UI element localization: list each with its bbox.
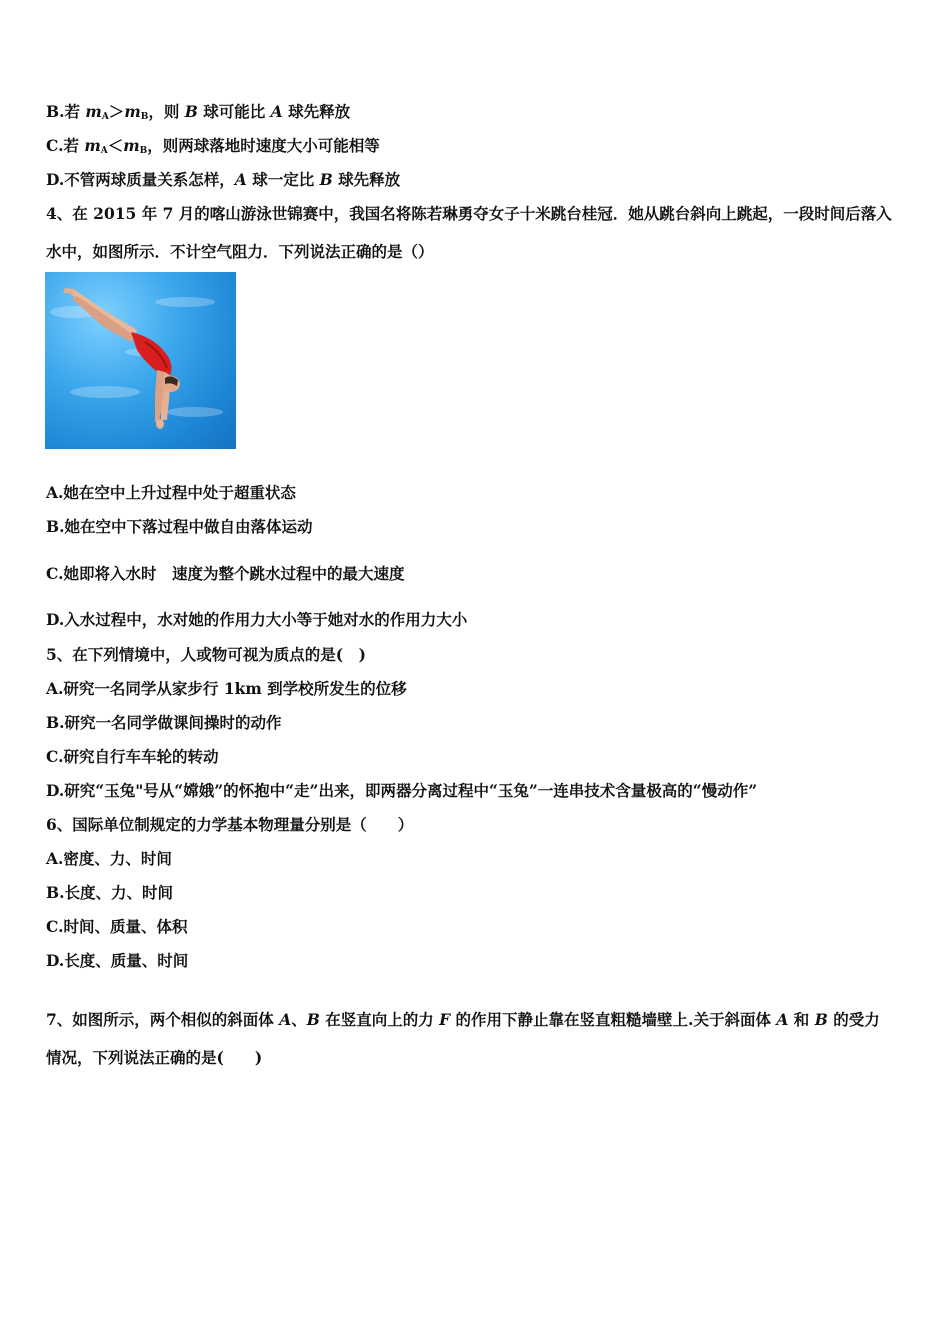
q5-option-c: C.研究自行车车轮的转动 xyxy=(46,747,219,766)
diver-photo xyxy=(45,272,236,449)
q3-option-d: D.不管两球质量关系怎样，A 球一定比 B 球先释放 xyxy=(46,170,401,189)
q5-option-a: A.研究一名同学从家步行 1km 到学校所发生的位移 xyxy=(46,679,407,698)
q4-option-b: B.她在空中下落过程中做自由落体运动 xyxy=(46,517,313,536)
q5-option-d: D.研究“玉兔"号从“嫦娥”的怀抱中“走”出来，即两器分离过程中“玉兔”一连串技术含量极高的“慢动作” xyxy=(46,781,758,800)
q5-stem: 5、在下列情境中，人或物可视为质点的是( ) xyxy=(46,645,366,664)
q3-option-c: C.若 $m_A<m_B$，则两球落地时速度大小可能相等 xyxy=(46,136,380,156)
q4-stem-line2: 水中，如图所示．不计空气阻力．下列说法正确的是（） xyxy=(46,242,434,261)
q4-option-a: A.她在空中上升过程中处于超重状态 xyxy=(46,483,296,502)
q6-option-a: A.密度、力、时间 xyxy=(46,849,172,868)
q6-option-b: B.长度、力、时间 xyxy=(46,883,173,902)
q6-option-d: D.长度、质量、时间 xyxy=(46,951,189,970)
q5-option-b: B.研究一名同学做课间操时的动作 xyxy=(46,713,282,732)
q4-option-d: D.入水过程中，水对她的作用力大小等于她对水的作用力大小 xyxy=(46,610,468,629)
q3-option-b: B.若 $m_A>m_B$，则 B 球可能比 A 球先释放 xyxy=(46,102,351,122)
q6-stem: 6、国际单位制规定的力学基本物理量分别是（ ） xyxy=(46,815,414,834)
q6-option-c: C.时间、质量、体积 xyxy=(46,917,188,936)
q4-stem-line1: 4、在 2015 年 7 月的喀山游泳世锦赛中，我国名将陈若琳勇夺女子十米跳台桂冠．她从跳台斜向上跳起，一段时间后落入 xyxy=(46,204,892,223)
q7-stem-line1: 7、如图所示，两个相似的斜面体 A、B 在竖直向上的力 F 的作用下静止靠在竖直粗糙墙壁上.关于斜面体 A 和 B 的受力 xyxy=(46,1010,880,1029)
q7-stem-line2: 情况，下列说法正确的是( ) xyxy=(46,1048,263,1067)
q4-option-c: C.她即将入水时 速度为整个跳水过程中的最大速度 xyxy=(46,564,405,583)
